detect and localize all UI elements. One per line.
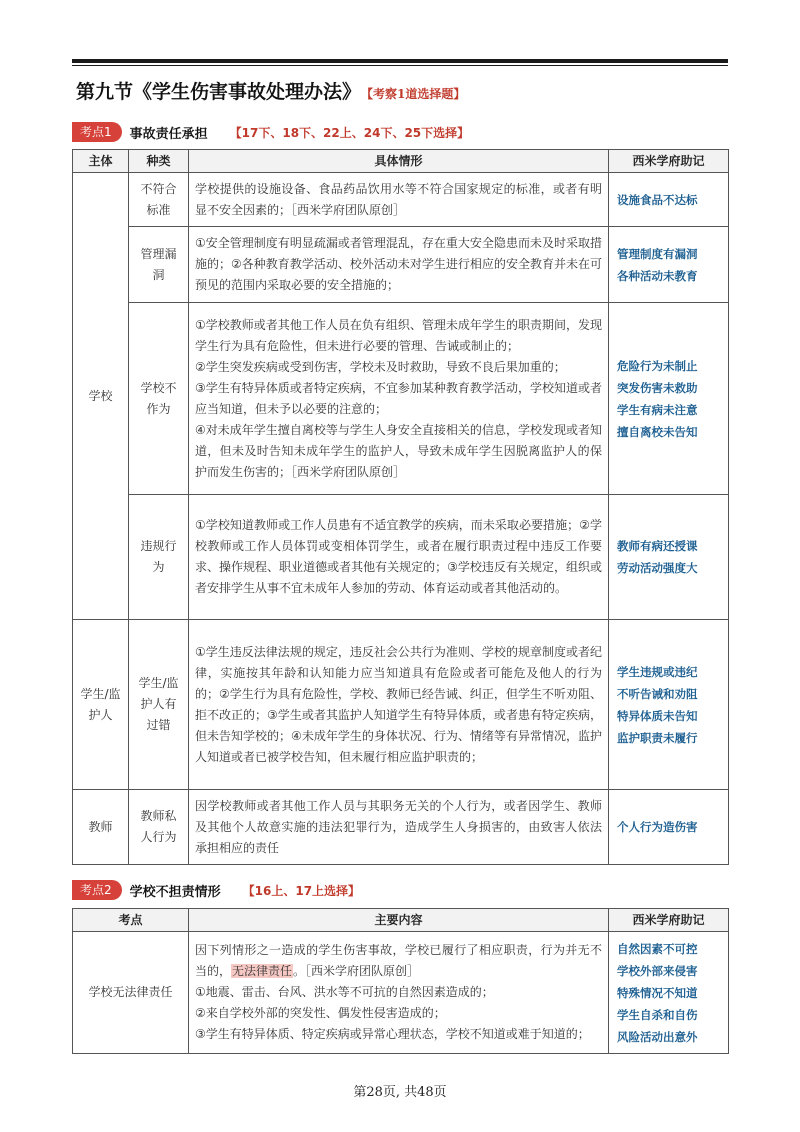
mnemonic-line: 突发伤害未救助	[617, 380, 698, 395]
key-point-1-tag: 【17下、18下、22上、24下、25下选择】	[229, 125, 470, 140]
table-row	[73, 620, 729, 790]
section-tag: 【考察1道选择题】	[367, 87, 466, 101]
situation-cell: ①安全管理制度有明显疏漏或者管理混乱，存在重大安全隐患而未及时采取措施的；②各种教育教学活动、校外活动未对学生进行相应的安全教育并未在可预见的范围内采取必要的安全措施的；	[189, 227, 609, 303]
mnemonic-line: 自然因素不可控	[617, 941, 698, 956]
mnemonic-line: 学生有病未注意	[617, 402, 698, 417]
key-point-2-title: 学校不担责情形	[129, 884, 221, 900]
mnemonic-line: 学校外部来侵害	[617, 963, 698, 978]
section-title	[76, 77, 465, 104]
point-cell: 学校无法律责任	[73, 932, 189, 1054]
header-type: 种类	[129, 150, 189, 173]
header-mnemonic: 西米学府助记	[609, 150, 729, 173]
table-row	[73, 173, 729, 227]
key-point-1-badge: 考点1	[72, 122, 122, 142]
content-line: ①地震、雷击、台风、洪水等不可抗的自然因素造成的；	[195, 985, 494, 999]
mnemonic-cell	[609, 303, 729, 495]
header-content: 主要内容	[189, 909, 609, 932]
mnemonic-line: 个人行为造伤害	[617, 820, 698, 834]
mnemonic-line: 不听告诫和劝阻	[617, 686, 698, 701]
situation-line: ④对未成年学生擅自离校等与学生人身安全直接相关的信息，学校发现或者知道，但未及时告知未成年学生的监护人，导致未成年学生因脱离监护人的保护而发生伤害的；［西米学府团队原创］	[195, 422, 602, 479]
key-point-2-header	[72, 880, 360, 900]
top-rule-thin	[72, 65, 728, 66]
key-point-1-title: 事故责任承担	[129, 126, 208, 142]
mnemonic-line: 管理制度有漏洞	[617, 246, 698, 261]
table-row	[73, 790, 729, 865]
mnemonic-line: 劳动活动强度大	[617, 561, 698, 575]
intro-text: 因下列情形之一造成的学生伤害事故，学校已履行了相应职责，行为并无不当的，	[195, 943, 602, 978]
situation-line: ③学生有特异体质或者特定疾病，不宜参加某种教育教学活动，学校知道或者应当知道，但未予以必要的注意的；	[195, 380, 602, 416]
table-row	[73, 932, 729, 1054]
type-cell: 学生/监护人有过错	[129, 620, 189, 790]
situation-cell: 因学校教师或者其他工作人员与其职务无关的个人行为，或者因学生、教师及其他个人故意实施的违法犯罪行为，造成学生人身损害的，由致害人依法承担相应的责任	[189, 790, 609, 865]
situation-cell: 学校提供的设施设备、食品药品饮用水等不符合国家规定的标准，或者有明显不安全因素的；［西米学府团队原创］	[189, 173, 609, 227]
subject-school: 学校	[73, 173, 129, 620]
table-row	[73, 227, 729, 303]
top-rule	[72, 59, 728, 63]
key-point-2-badge: 考点2	[72, 880, 122, 900]
situation-line: ②学生突发疾病或受到伤害，学校未及时救助，导致不良后果加重的；	[195, 359, 566, 374]
mnemonic-cell	[609, 790, 729, 865]
mnemonic-line: 危险行为未制止	[617, 358, 698, 373]
table-row	[73, 303, 729, 495]
key-point-2-tag: 【16上、17上选择】	[242, 883, 361, 898]
mnemonic-cell	[609, 173, 729, 227]
intro-tail: 。［西米学府团队原创］	[293, 964, 420, 978]
mnemonic-line: 设施食品不达标	[617, 192, 698, 207]
key-point-1-header	[72, 122, 469, 142]
situation-cell	[189, 303, 609, 495]
mnemonic-line: 学生违规或违纪	[617, 664, 698, 679]
section-title-text: 第九节《学生伤害事故处理办法》	[76, 81, 362, 103]
no-liability-table-header	[73, 909, 729, 932]
liability-table-header	[73, 150, 729, 173]
mnemonic-cell	[609, 932, 729, 1054]
mnemonic-line: 擅自离校未告知	[617, 424, 698, 439]
subject-teacher: 教师	[73, 790, 129, 865]
situation-cell: ①学生违反法律法规的规定，违反社会公共行为准则、学校的规章制度或者纪律，实施按其年龄和认知能力应当知道具有危险或者可能危及他人的行为的；②学生行为具有危险性，学校、教师已经告诫、纠正，但学生不听劝阻、拒不改正的；③学生或者其监护人知道学生有特异体质，或者患有特定疾病，但未告知学校的；④未成年学生的身体状况、行为、情绪等有异常情况，监护人知道或者已被学校告知，但未履行相应监护职责的；	[189, 620, 609, 790]
header-mnemonic: 西米学府助记	[609, 909, 729, 932]
type-cell: 不符合标准	[129, 173, 189, 227]
liability-table	[72, 149, 729, 865]
highlight-no-liability: 无法律责任	[232, 964, 293, 978]
mnemonic-line: 特殊情况不知道	[617, 985, 698, 1000]
content-cell	[189, 932, 609, 1054]
type-cell: 学校不作为	[129, 303, 189, 495]
mnemonic-line: 各种活动未教育	[617, 268, 698, 283]
mnemonic-line: 监护职责未履行	[617, 730, 698, 745]
mnemonic-line: 教师有病还授课	[617, 539, 698, 553]
content-line: ③学生有特异体质、特定疾病或异常心理状态，学校不知道或难于知道的；	[195, 1027, 590, 1041]
mnemonic-line: 风险活动出意外	[617, 1029, 698, 1044]
mnemonic-cell	[609, 495, 729, 620]
content-line: ②来自学校外部的突发性、偶发性侵害造成的；	[195, 1006, 446, 1020]
no-liability-table	[72, 908, 729, 1054]
mnemonic-line: 特异体质未告知	[617, 708, 698, 723]
header-point: 考点	[73, 909, 189, 932]
situation-cell: ①学校知道教师或工作人员患有不适宜教学的疾病，而未采取必要措施；②学校教师或工作人员体罚或变相体罚学生，或者在履行职责过程中违反工作要求、操作规程、职业道德或者其他有关规定的；③学校违反有关规定，组织或者安排学生从事不宜未成年人参加的劳动、体育运动或者其他活动的。	[189, 495, 609, 620]
type-cell: 管理漏洞	[129, 227, 189, 303]
table-row	[73, 495, 729, 620]
mnemonic-line: 学生自杀和自伤	[617, 1007, 698, 1022]
mnemonic-cell	[609, 227, 729, 303]
header-subject: 主体	[73, 150, 129, 173]
subject-student: 学生/监护人	[73, 620, 129, 790]
page-footer: 第28页, 共48页	[353, 1085, 447, 1100]
situation-line: ①学校教师或者其他工作人员在负有组织、管理未成年学生的职责期间，发现学生行为具有危险性，但未进行必要的管理、告诫或制止的；	[195, 317, 602, 353]
type-cell: 违规行为	[129, 495, 189, 620]
mnemonic-cell	[609, 620, 729, 790]
type-cell: 教师私人行为	[129, 790, 189, 865]
header-situation: 具体情形	[189, 150, 609, 173]
